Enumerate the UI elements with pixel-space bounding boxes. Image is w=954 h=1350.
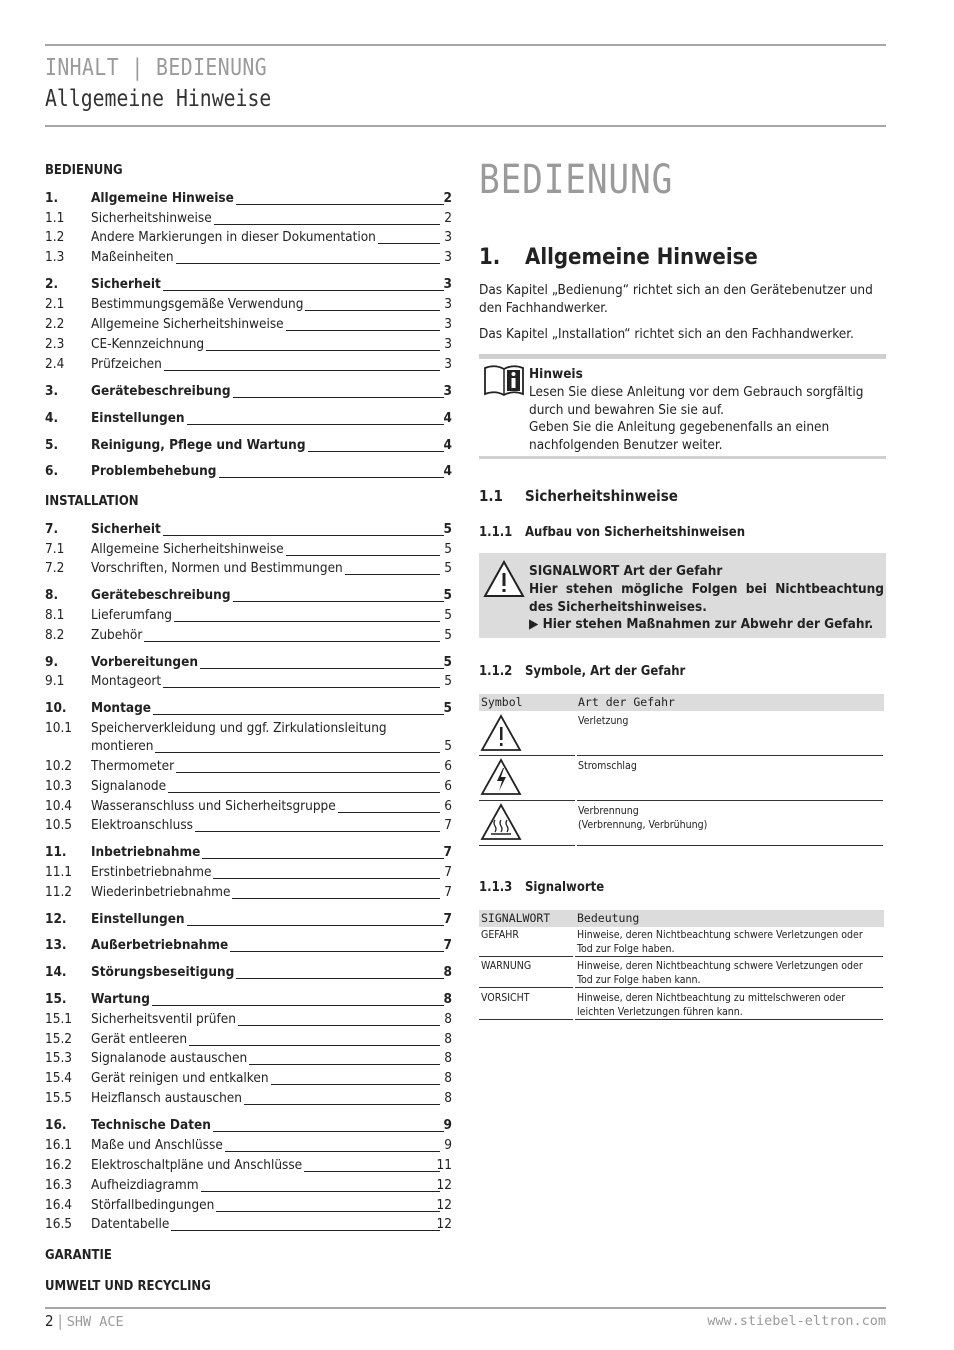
toc-entry-title: Allgemeine Hinweise [91,190,234,206]
symbols-row-3-text: Verbrennung (Verbrennung, Verbrühung) [578,805,708,831]
toc-entry-number: 8.2 [45,627,65,643]
toc-entry-number: 15.3 [45,1050,73,1066]
toc-entry-title: Gerät entleeren [91,1031,188,1047]
toc-entry-page: 3 [443,383,452,399]
toc-entry-page: 4 [443,437,452,453]
toc-entry-number: 14. [45,964,67,980]
toc-entry-page: 5 [443,587,452,603]
toc-entry[interactable] [45,383,452,402]
signal-row-2-word: WARNUNG [481,960,532,972]
toc-entry-number: 12. [45,911,67,927]
toc-entry[interactable] [45,864,452,883]
hot-surface-icon [480,803,522,841]
toc-entry-page: 5 [443,521,452,537]
symbols-row-2-line-right [577,800,883,801]
signal-row-1-word: GEFAHR [481,929,519,941]
toc-entry[interactable] [45,627,452,646]
toc-entry[interactable] [45,463,452,482]
toc-entry-page: 5 [444,627,452,643]
signal-row-1-line-right [575,956,883,957]
toc-entry-page: 12 [436,1216,452,1232]
toc-entry[interactable] [45,1050,452,1069]
toc-entry-title: montieren [91,738,154,754]
toc-entry-title: Montage [91,700,152,716]
toc-entry-page: 7 [443,911,452,927]
toc-entry[interactable] [45,607,452,626]
toc-entry-page: 8 [444,1090,452,1106]
toc-entry[interactable] [45,276,452,295]
toc-entry[interactable] [45,758,452,777]
header-title: INHALT | BEDIENUNG [45,55,268,81]
toc-entry-title: Sicherheit [91,276,161,292]
toc-entry-page: 4 [443,463,452,479]
toc-entry-page: 6 [444,778,452,794]
toc-entry-number: 1. [45,190,59,206]
symbols-row-1-line-right [577,755,883,756]
toc-entry-title: Allgemeine Sicherheitshinweise [91,316,284,332]
toc-entry-title: Wartung [91,991,150,1007]
toc-entry[interactable] [45,437,452,456]
toc-entry[interactable] [45,1031,452,1050]
chapter-title: BEDIENUNG [479,157,674,203]
warning-triangle-icon [483,560,525,598]
toc-entry-number: 15.1 [45,1011,73,1027]
toc-entry[interactable] [45,991,452,1010]
section-heading-1: 1. Allgemeine Hinweise [479,245,758,270]
toc-entry-title: Reinigung, Pflege und Wartung [91,437,306,453]
toc-entry[interactable] [45,190,452,209]
toc-entry[interactable] [45,410,452,429]
toc-entry[interactable] [45,937,452,956]
toc-entry-page: 3 [444,229,452,245]
toc-entry-page: 2 [443,190,452,206]
toc-entry-title: Sicherheit [91,521,161,537]
toc-entry-number: 9.1 [45,673,65,689]
toc-entry-number: 10. [45,700,67,716]
intro-paragraph-2: Das Kapitel „Installation“ richtet sich an den Fachhandwerker. [479,326,854,342]
warning-text: Hier stehen mögliche Folgen bei Nichtbeachtung des Sicherheitshinweises. [529,581,884,615]
toc-entry-title: Maße und Anschlüsse [91,1137,223,1153]
signal-row-2-line [479,987,573,988]
toc-entry[interactable] [45,210,452,229]
toc-entry-title: Wiederinbetriebnahme [91,884,231,900]
toc-entry-page: 12 [436,1197,452,1213]
toc-entry[interactable] [45,296,452,315]
toc-entry-page: 5 [443,700,452,716]
toc-entry-number: 10.5 [45,817,73,833]
warning-action: ▶ Hier stehen Maßnahmen zur Abwehr der Gefahr. [529,616,874,632]
toc-entry-number: 10.2 [45,758,73,774]
warning-triangle-icon [480,714,522,752]
toc-entry-title: Technische Daten [91,1117,211,1133]
symbols-row-1-text: Verletzung [578,715,629,727]
toc-entry-number: 7. [45,521,59,537]
toc-entry-title: CE-Kennzeichnung [91,336,205,352]
toc-entry[interactable] [45,1197,452,1216]
section-heading-1-1-1: 1.1.1 Aufbau von Sicherheitshinweisen [479,525,746,540]
toc-entry-number: 4. [45,410,59,426]
symbols-row-1-line [479,755,575,756]
toc-entry-page: 5 [444,541,452,557]
toc-entry-title: Signalanode [91,778,167,794]
toc-entry[interactable] [45,1070,452,1089]
signal-row-3-text: Hinweise, deren Nichtbeachtung zu mittelschweren oder leichten Verletzungen führen kann. [577,992,846,1018]
toc-entry-title: Außerbetriebnahme [91,937,229,953]
toc-entry-page: 9 [443,1117,452,1133]
toc-entry-page: 8 [444,1011,452,1027]
toc-entry-number: 1.3 [45,249,65,265]
toc-entry-title: Gerätebeschreibung [91,587,231,603]
toc-section-bedienung: BEDIENUNG [45,163,123,178]
toc-entry-number: 10.4 [45,798,73,814]
toc-entry-number: 11. [45,844,67,860]
toc-entry-page: 3 [444,336,452,352]
warning-title: SIGNALWORT Art der Gefahr [529,563,723,579]
toc-entry-page: 3 [444,356,452,372]
toc-entry[interactable] [45,911,452,930]
signal-col1-header: SIGNALWORT [481,911,551,925]
toc-entry[interactable] [45,720,452,757]
toc-entry[interactable] [45,673,452,692]
toc-entry[interactable] [45,1157,452,1176]
toc-entry-number: 7.1 [45,541,65,557]
toc-entry-title: Andere Markierungen in dieser Dokumentation [91,229,376,245]
toc-entry-number: 1.2 [45,229,65,245]
toc-entry-number: 10.3 [45,778,73,794]
toc-entry-title: Elektroanschluss [91,817,194,833]
toc-entry[interactable] [45,356,452,375]
signal-col2-header: Bedeutung [577,911,640,925]
toc-entry-page: 3 [443,276,452,292]
toc-entry-page: 12 [436,1177,452,1193]
toc-entry-number: 5. [45,437,59,453]
symbols-table-header [479,694,884,711]
toc-entry[interactable] [45,884,452,903]
toc-entry-number: 9. [45,654,59,670]
toc-entry-title: Problembehebung [91,463,217,479]
toc-entry-page: 2 [444,210,452,226]
signal-row-3-line [479,1019,573,1020]
toc-entry-page: 3 [444,249,452,265]
toc-entry-page: 8 [443,991,452,1007]
hint-title: Hinweis [529,366,583,382]
toc-entry-number: 2.3 [45,336,65,352]
toc-section-installation: INSTALLATION [45,494,139,509]
symbols-row-2-line [479,800,575,801]
toc-entry-number: 15.2 [45,1031,73,1047]
toc-entry-number: 7.2 [45,560,65,576]
toc-entry-title: Datentabelle [91,1216,170,1232]
toc-entry[interactable] [45,817,452,836]
signal-row-2-text: Hinweise, deren Nichtbeachtung schwere Verletzungen oder Tod zur Folge haben kann. [577,960,863,986]
toc-entry-page: 7 [443,937,452,953]
toc-entry[interactable] [45,541,452,560]
toc-entry-number: 6. [45,463,59,479]
toc-entry-number: 16.1 [45,1137,73,1153]
intro-paragraph-1: Das Kapitel „Bedienung“ richtet sich an den Gerätebenutzer und den Fachhandwerker. [479,282,873,316]
toc-entry[interactable] [45,654,452,673]
symbols-col1-header: Symbol [481,695,523,709]
toc-entry-page: 8 [444,1070,452,1086]
toc-entry[interactable] [45,778,452,797]
toc-entry[interactable] [45,249,452,268]
toc-entry-title: Prüfzeichen [91,356,162,372]
toc-entry-title: Inbetriebnahme [91,844,201,860]
toc-section-umwelt: UMWELT UND RECYCLING [45,1279,211,1294]
toc-entry-page: 6 [444,758,452,774]
toc-entry-number: 16. [45,1117,67,1133]
toc-entry-title: Sicherheitshinweise [91,210,212,226]
symbols-row-3-line-right [577,845,883,846]
toc-entry-page: 5 [444,560,452,576]
toc-entry-number: 2. [45,276,59,292]
toc-entry[interactable] [45,336,452,355]
toc-entry-number: 11.2 [45,884,73,900]
toc-entry-title: Elektroschaltpläne und Anschlüsse [91,1157,303,1173]
toc-entry-number: 15. [45,991,67,1007]
toc-entry[interactable] [45,560,452,579]
info-book-icon [483,364,525,398]
toc-entry-number: 15.4 [45,1070,73,1086]
signal-row-3-word: VORSICHT [481,992,530,1004]
header-subtitle: Allgemeine Hinweise [45,86,272,112]
toc-entry-title: Einstellungen [91,410,185,426]
section-heading-1-1-2: 1.1.2 Symbole, Art der Gefahr [479,664,686,679]
hint-text-1: Lesen Sie diese Anleitung vor dem Gebrauch sorgfältig durch und bewahren Sie sie auf. [529,384,864,418]
toc-entry-title: Maßeinheiten [91,249,174,265]
document-name: SHW ACE [66,1314,124,1330]
toc-entry[interactable] [45,316,452,335]
toc-entry[interactable] [45,1011,452,1030]
toc-entry[interactable] [45,1216,452,1235]
toc-entry-page: 5 [444,738,452,754]
toc-entry-title: Lieferumfang [91,607,173,623]
toc-entry-title: Erstinbetriebnahme [91,864,212,880]
toc-entry-page: 11 [436,1157,452,1173]
section-heading-1-1: 1.1 Sicherheitshinweise [479,487,678,505]
footer-separator: | [57,1312,63,1330]
toc-entry-page: 7 [444,864,452,880]
toc-entry-number: 16.2 [45,1157,73,1173]
toc-entry-title: Bestimmungsgemäße Verwendung [91,296,304,312]
toc-entry-title: Störfallbedingungen [91,1197,215,1213]
toc-entry-page: 8 [444,1031,452,1047]
toc-entry-number: 16.4 [45,1197,73,1213]
header-top-rule [45,44,886,46]
hint-text-2: Geben Sie die Anleitung gegebenenfalls an einen nachfolgenden Benutzer weiter. [529,419,830,453]
toc-entry-title: Vorschriften, Normen und Bestimmungen [91,560,343,576]
toc-entry-title: Heizflansch austauschen [91,1090,242,1106]
toc-entry[interactable] [45,844,452,863]
toc-entry-page: 5 [444,673,452,689]
toc-entry-page: 4 [443,410,452,426]
toc-entry-number: 8. [45,587,59,603]
toc-section-garantie: GARANTIE [45,1248,112,1263]
toc-entry-number: 10.1 [45,720,73,736]
toc-entry[interactable] [45,1177,452,1196]
toc-entry-page: 8 [443,964,452,980]
toc-entry-title: Einstellungen [91,911,185,927]
signal-row-1-text: Hinweise, deren Nichtbeachtung schwere Verletzungen oder Tod zur Folge haben. [577,929,863,955]
toc-entry-title: Störungsbeseitigung [91,964,235,980]
signal-row-2-line-right [575,987,883,988]
toc-entry-title: Vorbereitungen [91,654,199,670]
toc-entry-page: 5 [443,654,452,670]
toc-entry-page: 6 [444,798,452,814]
toc-entry-number: 11.1 [45,864,73,880]
toc-entry-page: 7 [444,884,452,900]
toc-entry-number: 15.5 [45,1090,73,1106]
signal-row-1-line [479,956,573,957]
toc-entry-number: 1.1 [45,210,65,226]
toc-entry[interactable] [45,521,452,540]
header-bottom-rule [45,125,886,127]
toc-entry-title-line1: Speicherverkleidung und ggf. Zirkulationsleitung [91,720,387,736]
toc-entry-title: Signalanode austauschen [91,1050,248,1066]
toc-entry-title: Zubehör [91,627,143,643]
toc-entry-title: Wasseranschluss und Sicherheitsgruppe [91,798,336,814]
toc-entry-number: 13. [45,937,67,953]
signal-row-3-line-right [575,1019,883,1020]
toc-entry[interactable] [45,964,452,983]
page-number: 2 [45,1312,54,1330]
toc-entry-title: Aufheizdiagramm [91,1177,199,1193]
section-heading-1-1-3: 1.1.3 Signalworte [479,880,605,895]
toc-entry-number: 3. [45,383,59,399]
toc-entry-page: 3 [444,296,452,312]
toc-entry-page: 9 [444,1137,452,1153]
toc-entry-number: 2.1 [45,296,65,312]
symbols-col2-header: Art der Gefahr [578,695,675,709]
toc-entry[interactable] [45,229,452,248]
toc-entry-title: Gerätebeschreibung [91,383,231,399]
toc-entry[interactable] [45,700,452,719]
toc-entry-title: Thermometer [91,758,175,774]
toc-entry-title: Montageort [91,673,162,689]
toc-entry[interactable] [45,1090,452,1109]
toc-entry-title: Gerät reinigen und entkalken [91,1070,269,1086]
toc-entry-number: 2.4 [45,356,65,372]
toc-entry-page: 5 [444,607,452,623]
symbols-row-2-text: Stromschlag [578,760,637,772]
toc-entry-number: 16.3 [45,1177,73,1193]
toc-entry-page: 7 [444,817,452,833]
toc-entry[interactable] [45,798,452,817]
toc-entry-page: 7 [443,844,452,860]
footer-rule [45,1307,886,1309]
symbols-row-3-line [479,845,575,846]
footer-page-info [45,1312,124,1330]
toc-entry-page: 8 [444,1050,452,1066]
toc-entry-title: Allgemeine Sicherheitshinweise [91,541,284,557]
footer-url[interactable]: www.stiebel-eltron.com [707,1313,886,1329]
toc-entry[interactable] [45,1137,452,1156]
toc-entry-number: 8.1 [45,607,65,623]
electric-shock-icon [480,758,522,796]
toc-entry[interactable] [45,1117,452,1136]
toc-entry-number: 2.2 [45,316,65,332]
toc-entry[interactable] [45,587,452,606]
toc-entry-title: Sicherheitsventil prüfen [91,1011,236,1027]
toc-entry-number: 16.5 [45,1216,73,1232]
toc-entry-page: 3 [444,316,452,332]
